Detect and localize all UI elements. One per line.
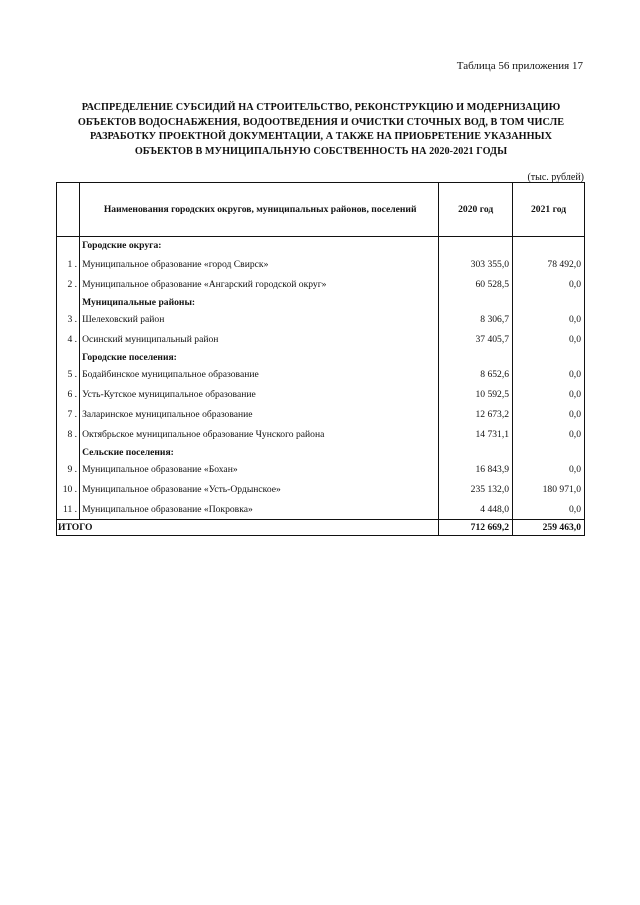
table-body — [57, 237, 585, 520]
value-2021: 0,0 — [513, 275, 585, 295]
document-title — [60, 101, 582, 159]
municipality-name: Шелеховский район — [80, 310, 439, 330]
value-2020-cell — [439, 350, 513, 365]
title-line: РАСПРЕДЕЛЕНИЕ СУБСИДИЙ НА СТРОИТЕЛЬСТВО, РЕКОНСТРУКЦИЮ И МОДЕРНИЗАЦИЮ — [81, 102, 561, 113]
row-number: 2 . — [57, 275, 80, 295]
value-2020-cell — [439, 445, 513, 460]
section-header-row — [57, 350, 585, 365]
table-row — [57, 275, 585, 295]
value-2021-cell — [513, 445, 585, 460]
row-number: 6 . — [57, 385, 80, 405]
section-label: Городские поселения: — [80, 350, 439, 365]
total-2021: 259 463,0 — [513, 520, 585, 536]
table-row — [57, 310, 585, 330]
header-2021: 2021 год — [513, 183, 585, 237]
value-2020: 10 592,5 — [439, 385, 513, 405]
municipality-name: Муниципальное образование «Ангарский городской округ» — [80, 275, 439, 295]
value-2020: 37 405,7 — [439, 330, 513, 350]
municipality-name: Заларинское муниципальное образование — [80, 405, 439, 425]
value-2021: 0,0 — [513, 460, 585, 480]
value-2020: 4 448,0 — [439, 500, 513, 520]
table-reference: Таблица 56 приложения 17 — [456, 60, 583, 72]
title-line: ОБЪЕКТОВ В МУНИЦИПАЛЬНУЮ СОБСТВЕННОСТЬ НА 2020-2021 ГОДЫ — [134, 145, 508, 157]
units-label: (тыс. рублей) — [527, 172, 584, 183]
total-row — [57, 520, 585, 536]
table-row — [57, 405, 585, 425]
num-cell — [57, 350, 80, 365]
row-number: 3 . — [57, 310, 80, 330]
row-number: 4 . — [57, 330, 80, 350]
value-2021: 180 971,0 — [513, 480, 585, 500]
value-2020-cell — [439, 237, 513, 255]
value-2020: 8 306,7 — [439, 310, 513, 330]
table-row — [57, 425, 585, 445]
table-row — [57, 460, 585, 480]
title-line: РАЗРАБОТКУ ПРОЕКТНОЙ ДОКУМЕНТАЦИИ, А ТАКЖЕ НА ПРИОБРЕТЕНИЕ УКАЗАННЫХ — [89, 131, 553, 142]
row-number: 5 . — [57, 365, 80, 385]
value-2021: 0,0 — [513, 405, 585, 425]
header-2020: 2020 год — [439, 183, 513, 237]
municipality-name: Муниципальное образование «Бохан» — [80, 460, 439, 480]
total-label: ИТОГО — [57, 520, 439, 536]
num-cell — [57, 237, 80, 255]
value-2021-cell — [513, 350, 585, 365]
section-header-row — [57, 237, 585, 255]
title-line: ОБЪЕКТОВ ВОДОСНАБЖЕНИЯ, ВОДООТВЕДЕНИЯ И ОЧИСТКИ СТОЧНЫХ ВОД, В ТОМ ЧИСЛЕ — [77, 116, 565, 128]
num-cell — [57, 445, 80, 460]
value-2020: 303 355,0 — [439, 255, 513, 275]
row-number: 1 . — [57, 255, 80, 275]
section-label: Городские округа: — [80, 237, 439, 255]
value-2021-cell — [513, 295, 585, 310]
row-number: 9 . — [57, 460, 80, 480]
value-2021: 0,0 — [513, 330, 585, 350]
municipality-name: Октябрьское муниципальное образование Чунского района — [80, 425, 439, 445]
row-number: 11 . — [57, 500, 80, 520]
value-2021: 78 492,0 — [513, 255, 585, 275]
value-2021: 0,0 — [513, 365, 585, 385]
value-2021: 0,0 — [513, 385, 585, 405]
value-2021-cell — [513, 237, 585, 255]
municipality-name: Муниципальное образование «Покровка» — [80, 500, 439, 520]
section-header-row — [57, 295, 585, 310]
section-label: Сельские поселения: — [80, 445, 439, 460]
value-2020-cell — [439, 295, 513, 310]
municipality-name: Муниципальное образование «Усть-Ордынское» — [80, 480, 439, 500]
section-header-row — [57, 445, 585, 460]
table-row — [57, 330, 585, 350]
value-2021: 0,0 — [513, 425, 585, 445]
num-cell — [57, 295, 80, 310]
header-name: Наименования городских округов, муниципальных районов, поселений — [80, 183, 439, 237]
municipality-name: Осинский муниципальный район — [80, 330, 439, 350]
table-row — [57, 365, 585, 385]
municipality-name: Усть-Кутское муниципальное образование — [80, 385, 439, 405]
value-2020: 60 528,5 — [439, 275, 513, 295]
table-row — [57, 255, 585, 275]
value-2020: 235 132,0 — [439, 480, 513, 500]
row-number: 10 . — [57, 480, 80, 500]
section-label: Муниципальные районы: — [80, 295, 439, 310]
row-number: 8 . — [57, 425, 80, 445]
municipality-name: Муниципальное образование «город Свирск» — [80, 255, 439, 275]
value-2020: 14 731,1 — [439, 425, 513, 445]
municipality-name: Бодайбинское муниципальное образование — [80, 365, 439, 385]
total-2020: 712 669,2 — [439, 520, 513, 536]
table-row — [57, 480, 585, 500]
value-2020: 12 673,2 — [439, 405, 513, 425]
header-num-cell — [57, 183, 80, 237]
value-2021: 0,0 — [513, 500, 585, 520]
table-row — [57, 385, 585, 405]
value-2020: 8 652,6 — [439, 365, 513, 385]
row-number: 7 . — [57, 405, 80, 425]
value-2021: 0,0 — [513, 310, 585, 330]
table-row — [57, 500, 585, 520]
subsidy-table — [56, 182, 585, 536]
value-2020: 16 843,9 — [439, 460, 513, 480]
table-header-row — [57, 183, 585, 237]
